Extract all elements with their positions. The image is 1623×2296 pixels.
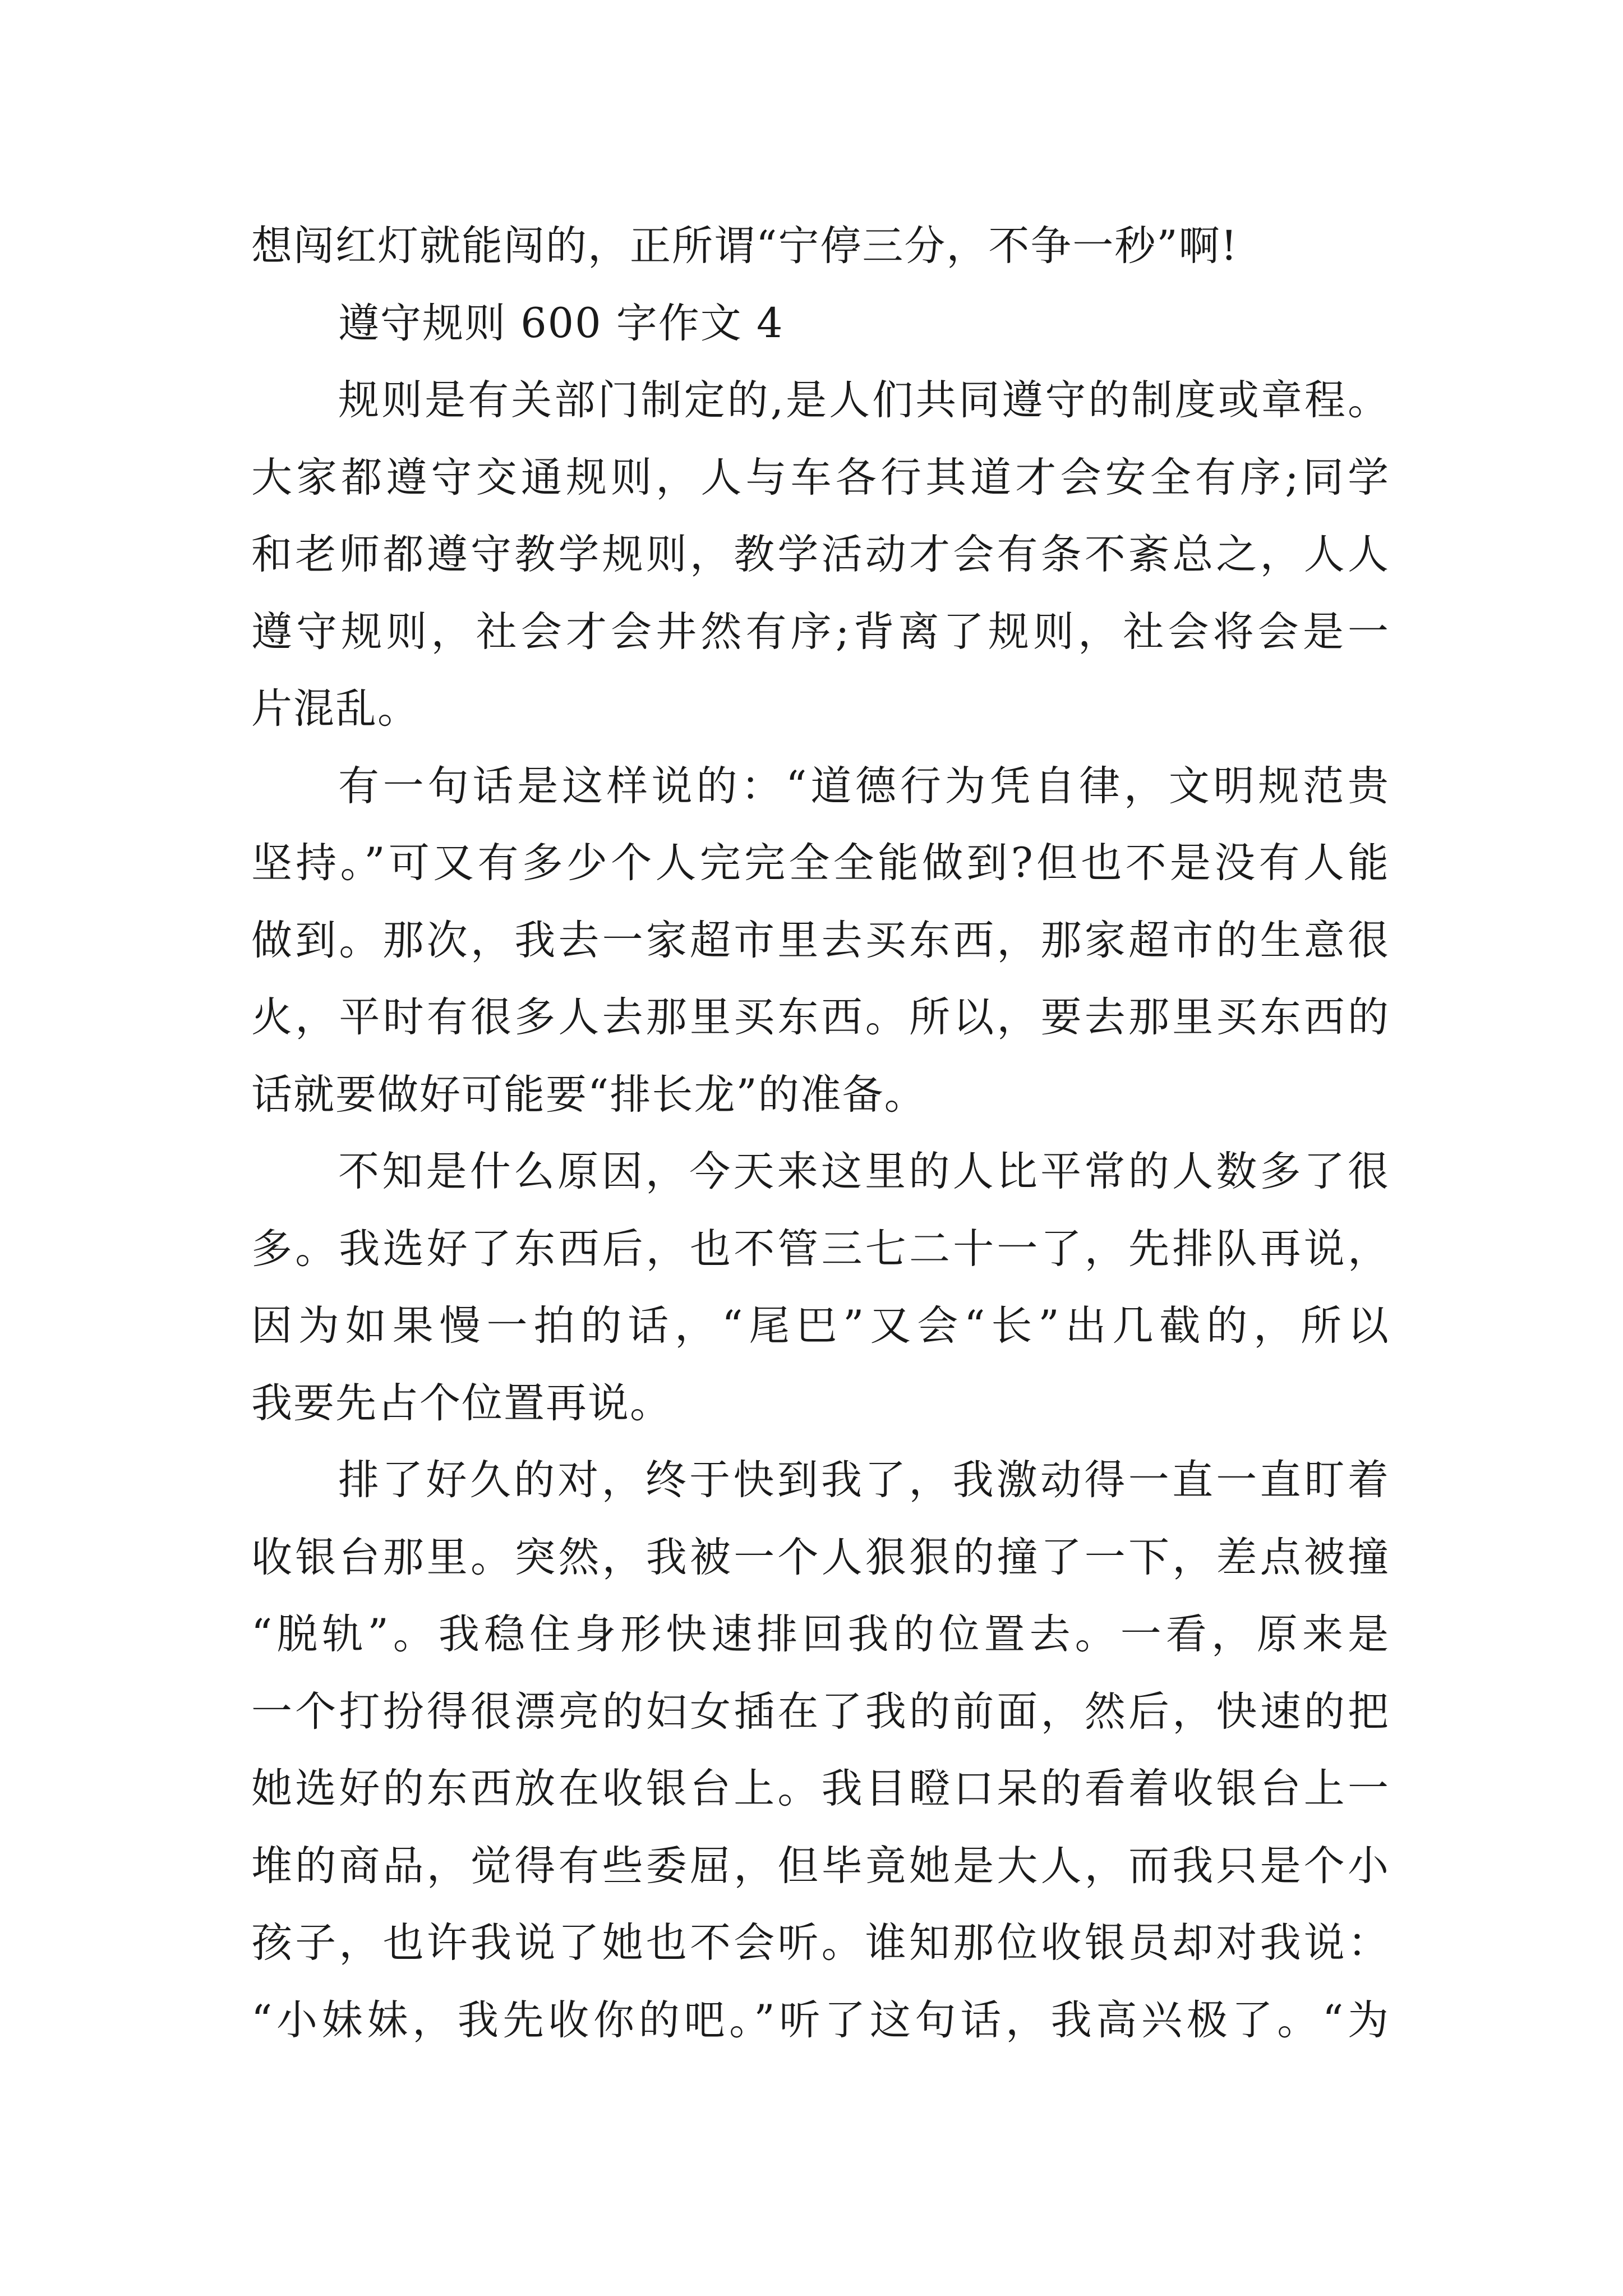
paragraph-4-line-3: “脱轨”。我稳住身形快速排回我的位置去。一看，原来是: [251, 1611, 1390, 1658]
paragraph-4-line-6: 堆的商品，觉得有些委屈，但毕竟她是大人，而我只是个小: [251, 1842, 1390, 1890]
paragraph-1-line-3: 和老师都遵守教学规则，教学活动才会有条不紊总之，人人: [251, 531, 1390, 578]
paragraph-2-line-5: 话就要做好可能要“排长龙”的准备。: [251, 1070, 926, 1119]
paragraph-4-line-5: 她选好的东西放在收银台上。我目瞪口呆的看着收银台上一: [251, 1765, 1390, 1812]
paragraph-4-line-7: 孩子，也许我说了她也不会听。谁知那位收银员却对我说：: [251, 1919, 1390, 1967]
paragraph-3-line-2: 多。我选好了东西后，也不管三七二十一了，先排队再说，: [251, 1225, 1390, 1273]
paragraph-2-line-4: 火，平时有很多人去那里买东西。所以，要去那里买东西的: [251, 993, 1390, 1041]
continuation-line: 想闯红灯就能闯的，正所谓“宁停三分，不争一秒”啊!: [251, 222, 1238, 270]
paragraph-4-line-8: “小妹妹，我先收你的吧。”听了这句话，我高兴极了。“为: [251, 1996, 1390, 2044]
article-body: [251, 208, 1390, 2059]
paragraph-1-line-5: 片混乱。: [251, 685, 419, 733]
paragraph-2-line-3: 做到。那次，我去一家超市里去买东西，那家超市的生意很: [251, 916, 1390, 964]
paragraph-1-line-1: 规则是有关部门制定的,是人们共同遵守的制度或章程。: [338, 376, 1390, 424]
paragraph-2-line-2: 坚持。”可又有多少个人完完全全能做到?但也不是没有人能: [251, 839, 1390, 887]
paragraph-4-line-2: 收银台那里。突然，我被一个人狠狠的撞了一下，差点被撞: [251, 1533, 1390, 1581]
paragraph-4-line-1: 排了好久的对，终于快到我了，我激动得一直一直盯着: [338, 1456, 1390, 1504]
paragraph-2-line-1: 有一句话是这样说的：“道德行为凭自律，文明规范贵: [338, 762, 1390, 810]
paragraph-1-line-4: 遵守规则，社会才会井然有序;背离了规则，社会将会是一: [251, 608, 1390, 656]
paragraph-3-line-4: 我要先占个位置再说。: [251, 1379, 672, 1427]
paragraph-1-line-2: 大家都遵守交通规则，人与车各行其道才会安全有序;同学: [251, 453, 1390, 501]
paragraph-3-line-3: 因为如果慢一拍的话，“尾巴”又会“长”出几截的，所以: [251, 1302, 1390, 1350]
paragraph-3-line-1: 不知是什么原因，今天来这里的人比平常的人数多了很: [338, 1148, 1390, 1195]
paragraph-4-line-4: 一个打扮得很漂亮的妇女插在了我的前面，然后，快速的把: [251, 1687, 1390, 1736]
section-heading: 遵守规则 600 字作文 4: [338, 299, 784, 347]
